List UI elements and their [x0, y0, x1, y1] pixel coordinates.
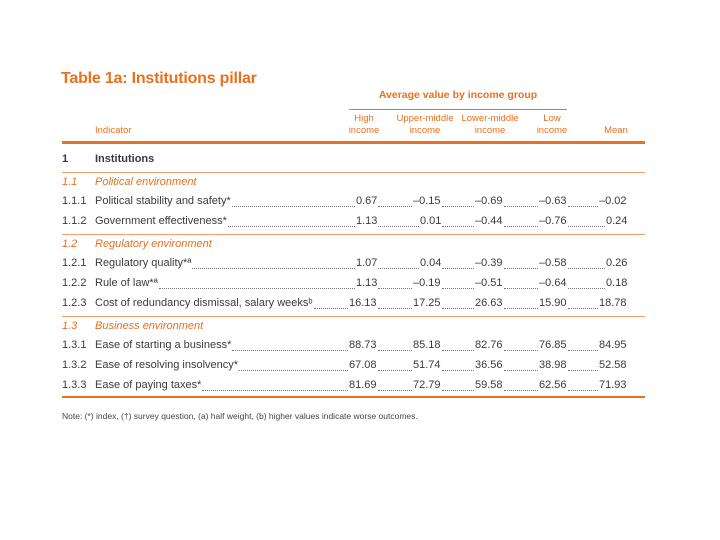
leader-dots — [504, 369, 538, 371]
leader-dots — [442, 369, 474, 371]
value-cell: 0.01 — [420, 215, 442, 227]
value-cell: 18.78 — [599, 297, 627, 309]
indicator-label: Political stability and safety* — [95, 195, 231, 207]
leader-dots — [504, 205, 538, 207]
leader-dots — [378, 307, 412, 309]
leader-dots — [568, 225, 605, 227]
leader-dots — [378, 205, 412, 207]
section-rule — [62, 316, 645, 317]
table-row — [62, 193, 645, 209]
table-row — [62, 337, 645, 353]
table-row — [62, 213, 645, 229]
indicator-label: Ease of starting a business* — [95, 339, 232, 351]
value-cell: 38.98 — [539, 359, 567, 371]
indicator-label: Ease of paying taxes* — [95, 379, 202, 391]
leader-dots — [442, 267, 474, 269]
value-cell: –0.76 — [539, 215, 567, 227]
col-header-high — [348, 113, 380, 137]
value-cell: 84.95 — [599, 339, 627, 351]
pillar-number: 1 — [62, 153, 69, 165]
indicator-number: 1.2.1 — [62, 257, 87, 269]
section-row — [62, 174, 645, 190]
value-cell: –0.44 — [475, 215, 503, 227]
leader-dots — [504, 225, 538, 227]
value-cell: 17.25 — [413, 297, 441, 309]
col-header-lower-middle — [455, 113, 525, 137]
indicator-label: Ease of resolving insolvency* — [95, 359, 239, 371]
section-label: Political environment — [95, 176, 197, 188]
leader-dots — [504, 389, 538, 391]
table-note: Note: (*) index, (†) survey question, (a) half weight, (b) higher values indicate worse outcomes. — [62, 411, 418, 421]
value-cell: –0.19 — [413, 277, 441, 289]
value-cell: –0.02 — [599, 195, 627, 207]
table-row — [62, 377, 645, 393]
table-row — [62, 255, 645, 271]
leader-dots — [232, 349, 348, 351]
leader-dots — [202, 389, 348, 391]
leader-dots — [314, 307, 348, 309]
leader-dots — [378, 225, 419, 227]
table-row — [62, 275, 645, 291]
leader-dots — [378, 369, 412, 371]
leader-dots — [442, 307, 474, 309]
col-header-mean: Mean — [604, 125, 628, 136]
value-cell: 15.90 — [539, 297, 567, 309]
col-header-indicator: Indicator — [95, 125, 132, 136]
section-number: 1.1 — [62, 176, 78, 188]
col-header-lower-middle-line2: income — [474, 125, 506, 136]
value-cell: 1.13 — [356, 277, 378, 289]
section-number: 1.3 — [62, 320, 78, 332]
section-rule — [62, 172, 645, 173]
value-cell: 52.58 — [599, 359, 627, 371]
indicator-number: 1.1.2 — [62, 215, 87, 227]
table-title: Table 1a: Institutions pillar — [61, 70, 257, 87]
leader-dots — [504, 307, 538, 309]
leader-dots — [504, 349, 538, 351]
leader-dots — [504, 287, 538, 289]
indicator-label: Rule of law*ª — [95, 277, 158, 289]
leader-dots — [568, 307, 598, 309]
value-cell: 88.73 — [349, 339, 377, 351]
leader-dots — [568, 267, 605, 269]
section-label: Business environment — [95, 320, 204, 332]
indicator-label: Cost of redundancy dismissal, salary weeksᵇ — [95, 297, 313, 309]
value-cell: –0.15 — [413, 195, 441, 207]
value-cell: 72.79 — [413, 379, 441, 391]
group-header: Average value by income group — [378, 89, 538, 101]
leader-dots — [442, 287, 474, 289]
section-rule — [62, 234, 645, 235]
leader-dots — [504, 267, 538, 269]
indicator-number: 1.3.1 — [62, 339, 87, 351]
footer-rule — [62, 396, 645, 398]
leader-dots — [378, 349, 412, 351]
indicator-label: Government effectiveness* — [95, 215, 227, 227]
leader-dots — [192, 267, 355, 269]
leader-dots — [228, 225, 355, 227]
section-row — [62, 318, 645, 334]
pillar-row — [62, 151, 645, 167]
col-header-lower-middle-line1: Lower-middle — [461, 113, 519, 124]
value-cell: 26.63 — [475, 297, 503, 309]
value-cell: 0.18 — [606, 277, 628, 289]
value-cell: –0.58 — [539, 257, 567, 269]
value-cell: 85.18 — [413, 339, 441, 351]
leader-dots — [378, 267, 419, 269]
indicator-number: 1.3.2 — [62, 359, 87, 371]
value-cell: 0.04 — [420, 257, 442, 269]
leader-dots — [568, 389, 598, 391]
leader-dots — [568, 287, 605, 289]
col-header-high-line2: income — [348, 125, 380, 136]
value-cell: –0.63 — [539, 195, 567, 207]
value-cell: 62.56 — [539, 379, 567, 391]
value-cell: –0.51 — [475, 277, 503, 289]
group-header-rule — [349, 109, 567, 110]
value-cell: 71.93 — [599, 379, 627, 391]
header-rule — [62, 141, 645, 144]
value-cell: 16.13 — [349, 297, 377, 309]
col-header-low-line2: income — [536, 125, 568, 136]
leader-dots — [568, 369, 598, 371]
col-header-upper-middle-line1: Upper-middle — [396, 113, 454, 124]
table-row — [62, 295, 645, 311]
value-cell: 0.26 — [606, 257, 628, 269]
value-cell: –0.39 — [475, 257, 503, 269]
value-cell: 76.85 — [539, 339, 567, 351]
col-header-upper-middle-line2: income — [409, 125, 441, 136]
value-cell: –0.64 — [539, 277, 567, 289]
section-label: Regulatory environment — [95, 238, 212, 250]
leader-dots — [239, 369, 348, 371]
leader-dots — [442, 389, 474, 391]
leader-dots — [232, 205, 355, 207]
value-cell: 0.24 — [606, 215, 628, 227]
leader-dots — [442, 205, 474, 207]
value-cell: 51.74 — [413, 359, 441, 371]
indicator-number: 1.2.2 — [62, 277, 87, 289]
leader-dots — [378, 287, 412, 289]
value-cell: 67.08 — [349, 359, 377, 371]
pillar-label: Institutions — [95, 153, 155, 165]
value-cell: 0.67 — [356, 195, 378, 207]
section-number: 1.2 — [62, 238, 78, 250]
leader-dots — [442, 349, 474, 351]
value-cell: –0.69 — [475, 195, 503, 207]
indicator-label: Regulatory quality*ª — [95, 257, 192, 269]
value-cell: 1.13 — [356, 215, 378, 227]
leader-dots — [568, 205, 598, 207]
leader-dots — [159, 287, 355, 289]
leader-dots — [442, 225, 474, 227]
leader-dots — [378, 389, 412, 391]
col-header-low — [532, 113, 572, 137]
indicator-number: 1.3.3 — [62, 379, 87, 391]
indicator-number: 1.1.1 — [62, 195, 87, 207]
value-cell: 59.58 — [475, 379, 503, 391]
section-row — [62, 236, 645, 252]
value-cell: 82.76 — [475, 339, 503, 351]
col-header-low-line1: Low — [543, 113, 561, 124]
table-row — [62, 357, 645, 373]
value-cell: 36.56 — [475, 359, 503, 371]
value-cell: 1.07 — [356, 257, 378, 269]
value-cell: 81.69 — [349, 379, 377, 391]
col-header-high-line1: High — [354, 113, 374, 124]
indicator-number: 1.2.3 — [62, 297, 87, 309]
leader-dots — [568, 349, 598, 351]
col-header-upper-middle — [390, 113, 460, 137]
